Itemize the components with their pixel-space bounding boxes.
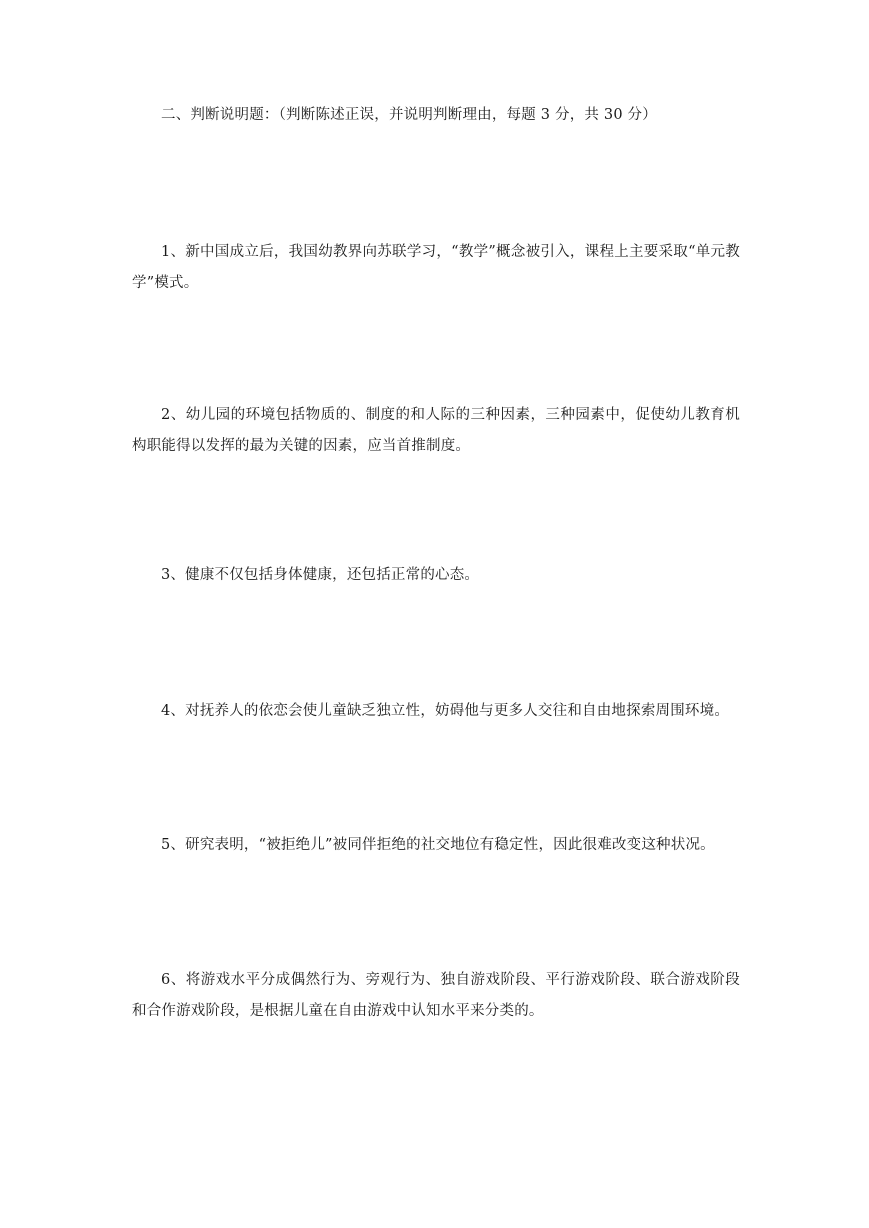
question-5: 5、研究表明，“被拒绝儿”被同伴拒绝的社交地位有稳定性，因此很难改变这种状况。 bbox=[161, 837, 715, 853]
question-6: 6、将游戏水平分成偶然行为、旁观行为、独自游戏阶段、平行游戏阶段、联合游戏阶段和合作游戏阶段，是根据儿童在自由游戏中认知水平来分类的。 bbox=[132, 972, 740, 1019]
question-4: 4、对抚养人的依恋会使儿童缺乏独立性，妨碍他与更多人交往和自由地探索周围环境。 bbox=[161, 703, 730, 719]
section-heading: 二、判断说明题：（判断陈述正误，并说明判断理由，每题 3 分，共 30 分） bbox=[161, 107, 657, 123]
question-1: 1、新中国成立后，我国幼教界向苏联学习，“教学”概念被引入，课程上主要采取“单元教学”模式。 bbox=[132, 244, 740, 291]
question-2: 2、幼儿园的环境包括物质的、制度的和人际的三种因素，三种园素中，促使幼儿教育机构职能得以发挥的最为关键的因素，应当首推制度。 bbox=[132, 407, 740, 454]
question-3: 3、健康不仅包括身体健康，还包括正常的心态。 bbox=[161, 567, 480, 583]
